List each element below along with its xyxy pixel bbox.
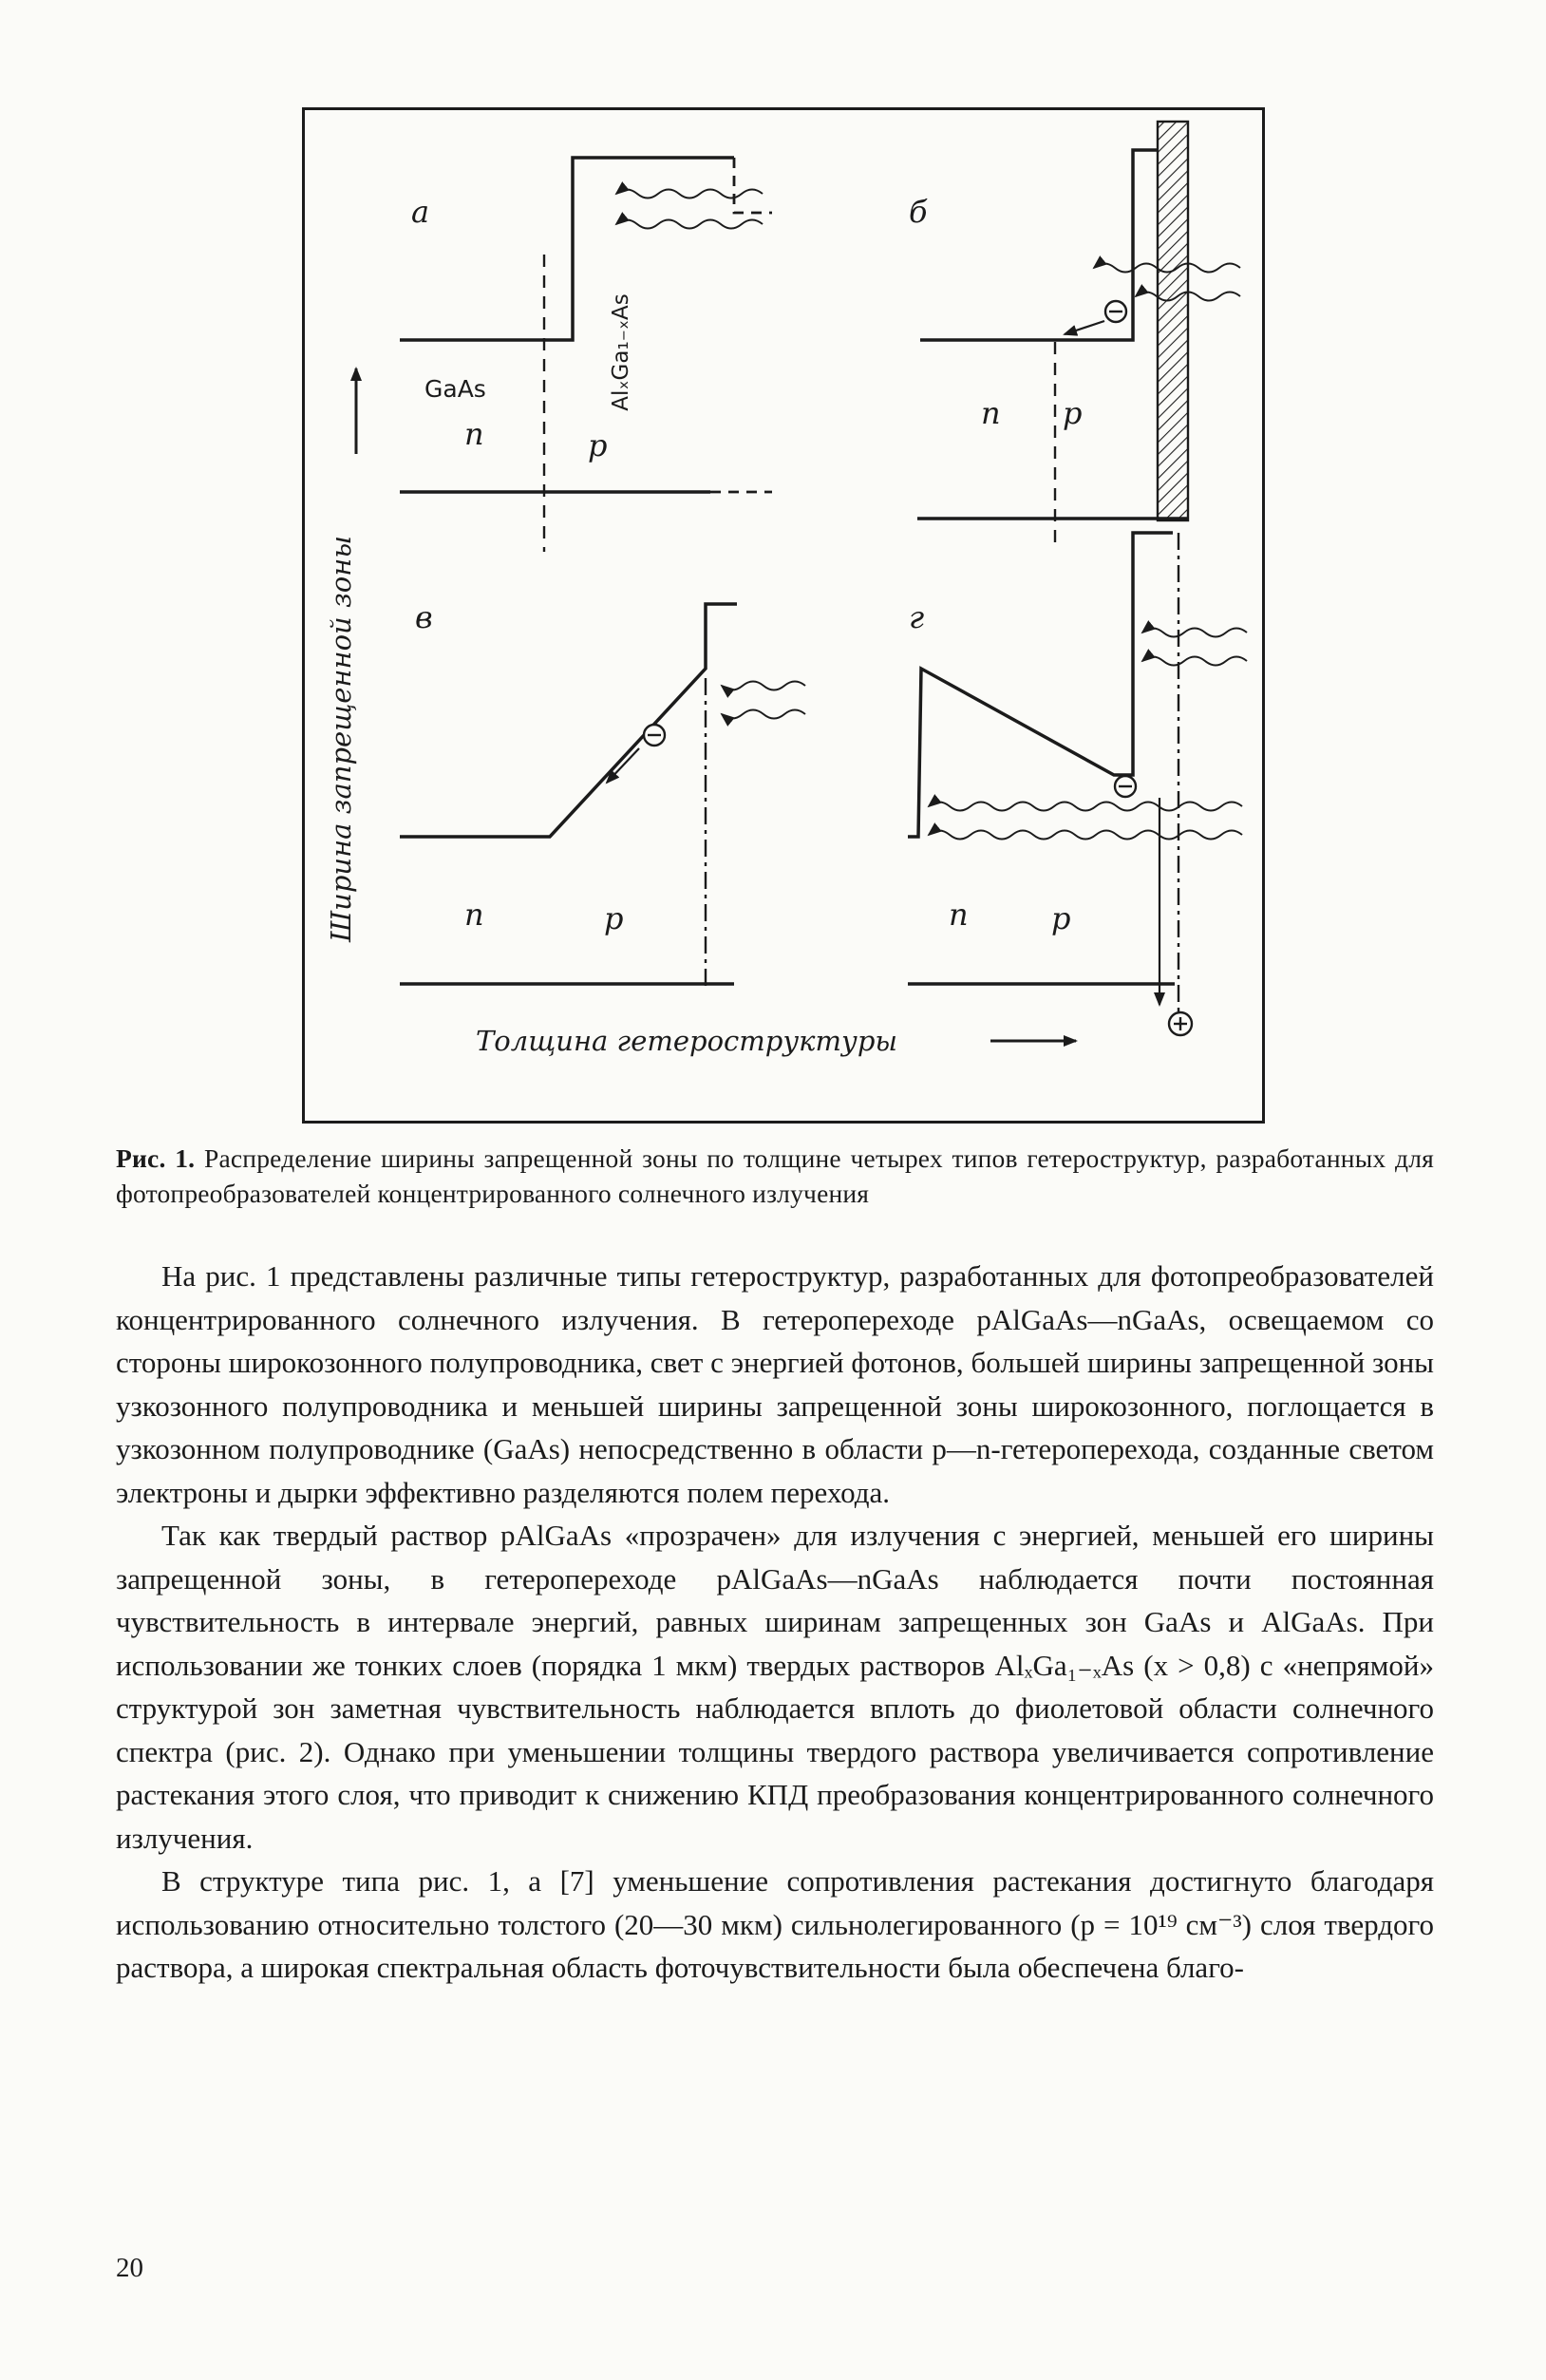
gaas-label: GaAs <box>424 375 486 403</box>
photon-arrow <box>1142 629 1247 637</box>
figure-caption <box>116 1141 1434 1211</box>
body-text <box>116 1255 1434 1990</box>
photon-arrow <box>722 710 805 719</box>
panel-b-p-label: p <box>1063 395 1083 431</box>
photon-arrow <box>1142 657 1247 666</box>
panel-b-label: б <box>909 194 928 230</box>
y-axis-label: Ширина запрещенной зоны <box>325 536 357 942</box>
photon-arrow <box>616 190 763 198</box>
panel-g-label: г <box>909 599 925 635</box>
panel-v-band-profile <box>400 604 737 837</box>
algaas-label: AlₓGa₁₋ₓAs <box>609 293 633 411</box>
panel-a-label: а <box>411 194 430 230</box>
panel-v-p-label: p <box>604 900 624 936</box>
figure-caption-text: Распределение ширины запрещенной зоны по толщине четырех типов гетероструктур, разработанных для фотопреобразователей концентрированного солнечного излучения <box>116 1143 1435 1208</box>
panel-b-surface-bar <box>1158 122 1188 520</box>
figure-1 <box>116 107 1434 1211</box>
paragraph: В структуре типа рис. 1, а [7] уменьшение сопротивления растекания достигнуто благодаря использованию относительно толстого (20—30 мкм) сильнолегированного (p = 10¹⁹ см⁻³) слоя твердого раствора, а широкая спектральная область фоточувствительности была обеспечена благо- <box>116 1864 1434 1984</box>
panel-b-n-label: n <box>981 395 1001 431</box>
photon-arrow <box>616 220 763 229</box>
panel-v-n-label: n <box>464 897 484 933</box>
electron-icon <box>1105 301 1126 322</box>
x-axis-label: Толщина гетероструктуры <box>475 1025 898 1057</box>
electron-drift-arrow <box>1065 321 1104 334</box>
photon-arrow <box>929 803 1242 811</box>
panel-v-label: в <box>415 599 433 635</box>
panel-g-p-label: p <box>1051 900 1071 936</box>
panel-a-n-label: n <box>464 416 484 452</box>
electron-icon <box>1115 776 1136 797</box>
panel-a-p-label: p <box>588 427 608 463</box>
figure-frame <box>302 107 1265 1124</box>
page-number: 20 <box>116 2253 143 2283</box>
photon-arrow <box>929 831 1242 840</box>
figure-caption-label: Рис. 1. <box>116 1143 196 1173</box>
panel-g-n-label: n <box>949 897 969 933</box>
panel-a-band-profile <box>400 158 734 340</box>
photon-arrow <box>722 682 805 690</box>
paragraph: Так как твердый раствор pAlGaAs «прозрачен» для излучения с энергией, меньшей его ширины запрещенной зоны, в гетеропереходе pAlGaAs—nGaAs наблюдается почти постоянная чувствительность в интервале энергий, равных ширинам запрещенных зон GaAs и AlGaAs. При использовании же тонких слоев (порядка 1 мкм) твердых растворов AlₓGa₁₋ₓAs (x > 0,8) с «непрямой» структурой зон заметная чувствительность наблюдается вплоть до фиолетовой области солнечного спектра (рис. 2). Однако при уменьшении толщины твердого раствора увеличивается сопротивление растекания этого слоя, что приводит к снижению КПД преобразования концентрированного солнечного излучения. <box>116 1519 1434 1855</box>
electron-drift-arrow <box>607 748 639 783</box>
paragraph: На рис. 1 представлены различные типы гетероструктур, разработанных для фотопреобразователей концентрированного солнечного излучения. В гетеропереходе pAlGaAs—nGaAs, освещаемом со стороны широкозонного полупроводника, свет с энергией фотонов, большей ширины запрещенной зоны узкозонного полупроводника и меньшей ширины запрещенной зоны широкозонного, поглощается в узкозонном полупроводнике (GaAs) непосредственно в области p—n-гетероперехода, созданные светом электроны и дырки эффективно разделяются полем перехода. <box>116 1259 1434 1509</box>
hole-icon <box>1169 1012 1192 1035</box>
figure-canvas <box>305 110 1262 1121</box>
panel-a-band-dashed <box>734 158 772 213</box>
electron-icon <box>644 725 665 746</box>
